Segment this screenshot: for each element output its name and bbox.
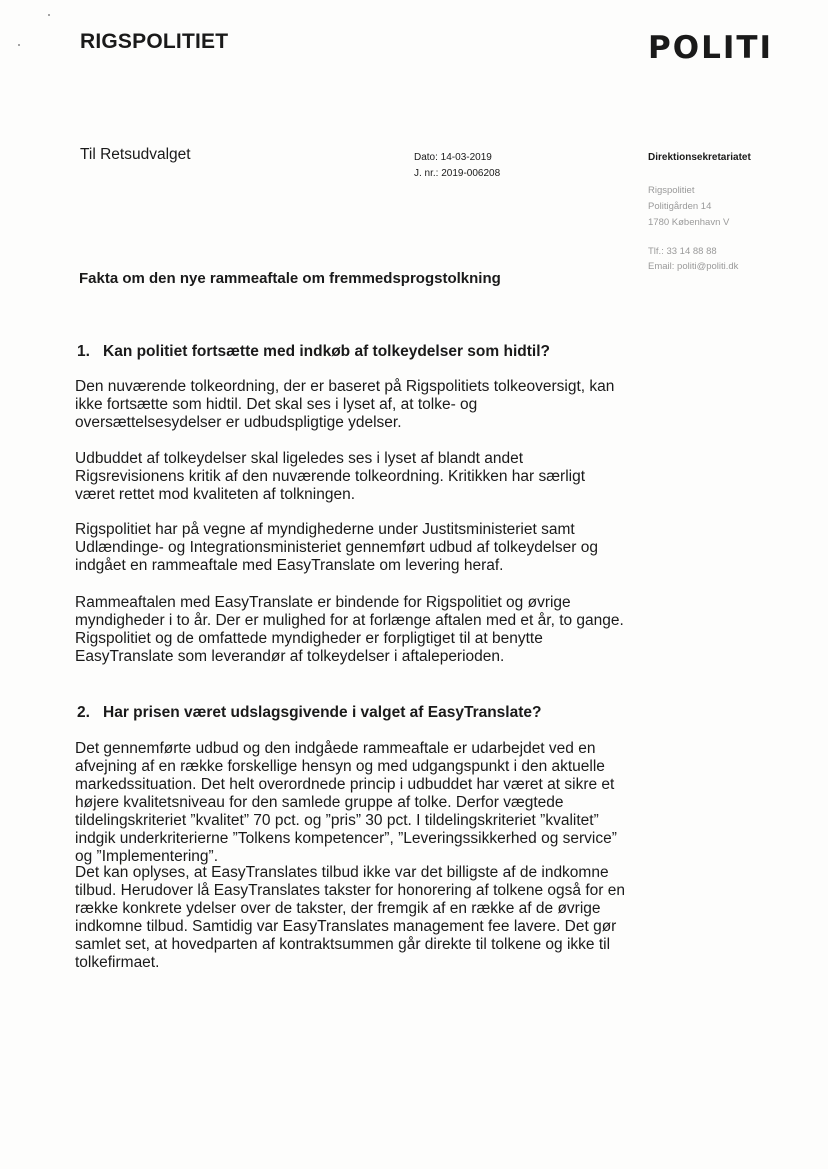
section-heading <box>77 704 541 722</box>
paragraph: Udbuddet af tolkeydelser skal ligeledes ses i lyset af blandt andet Rigsrevisionens kritik af den nuværende tolkeordning. Kritikken har særligt været rettet mod kvaliteten af tolkningen. <box>75 450 586 503</box>
politi-logo: POLITI <box>648 30 774 66</box>
phone: Tlf.: 33 14 88 88 <box>648 246 717 257</box>
organization-name: RIGSPOLITIET <box>80 30 229 53</box>
address-line: Rigspolitiet <box>648 185 695 196</box>
section-heading <box>77 343 550 361</box>
sender-address <box>648 183 729 231</box>
section-heading-text: Har prisen været udslagsgivende i valget af EasyTranslate? <box>103 704 542 721</box>
date: Dato: 14-03-2019 <box>414 152 492 163</box>
address-line: Politigården 14 <box>648 201 712 212</box>
paragraph: Rigspolitiet har på vegne af myndighederne under Justitsministeriet samt Udlændinge- og Integrationsministeriet gennemført udbud af tolkeydelser og indgået en rammeaftale med EasyTranslate om levering heraf. <box>75 521 598 574</box>
paragraph: Rammeaftalen med EasyTranslate er bindende for Rigspolitiet og øvrige myndigheder i to år. Der er mulighed for at forlænge aftalen med et år, to gange. Rigspolitiet og de omfattede myndigheder er forpligtiget til at benytte EasyTranslate som leverandør af tolkeydelser i aftaleperioden. <box>75 594 624 665</box>
recipient: Til Retsudvalget <box>80 146 191 163</box>
paragraph: Det kan oplyses, at EasyTranslates tilbud ikke var det billigste af de indkomne tilbud. Herudover lå EasyTranslates takster for honorering af tolkene også for en række konkrete ydelser over de takster, der fremgik af en række af de øvrige indkomne tilbud. Samtidig var EasyTranslates management fee lavere. Det gør samlet set, at hovedparten af kontraktsummen går direkte til tolkene og ikke til tolkefirmaet. <box>75 864 625 971</box>
section-number: 2. <box>77 704 90 721</box>
sender-department: Direktionsekretariatet <box>648 152 751 163</box>
email: Email: politi@politi.dk <box>648 261 739 272</box>
document-title: Fakta om den nye rammeaftale om fremmedsprogstolkning <box>79 270 501 287</box>
sender-contact <box>648 244 738 274</box>
document-meta <box>414 150 500 182</box>
paragraph: Det gennemførte udbud og den indgåede rammeaftale er udarbejdet ved en afvejning af en række forskellige hensyn og med udgangspunkt i den aktuelle markedssituation. Det helt overordnede princip i udbuddet har været at sikre et højere kvalitetsniveau for den samlede gruppe af tolke. Derfor vægtede tildelingskriteriet ”kvalitet” 70 pct. og ”pris” 30 pct. I tildelingskriteriet ”kvalitet” indgik underkriterierne ”Tolkens kompetencer”, ”Leveringssikkerhed og service” og ”Implementering”. <box>75 740 617 865</box>
journal-number: J. nr.: 2019-006208 <box>414 168 501 179</box>
paragraph: Den nuværende tolkeordning, der er baseret på Rigspolitiets tolkeoversigt, kan ikke fortsætte som hidtil. Det skal ses i lyset af, at tolke- og oversættelsesydelser er udbudspligtige ydelser. <box>75 378 615 431</box>
section-number: 1. <box>77 343 90 360</box>
address-line: 1780 København V <box>648 217 730 228</box>
scan-artifact <box>18 44 20 46</box>
section-heading-text: Kan politiet fortsætte med indkøb af tolkeydelser som hidtil? <box>103 343 550 360</box>
scan-artifact <box>48 14 50 16</box>
